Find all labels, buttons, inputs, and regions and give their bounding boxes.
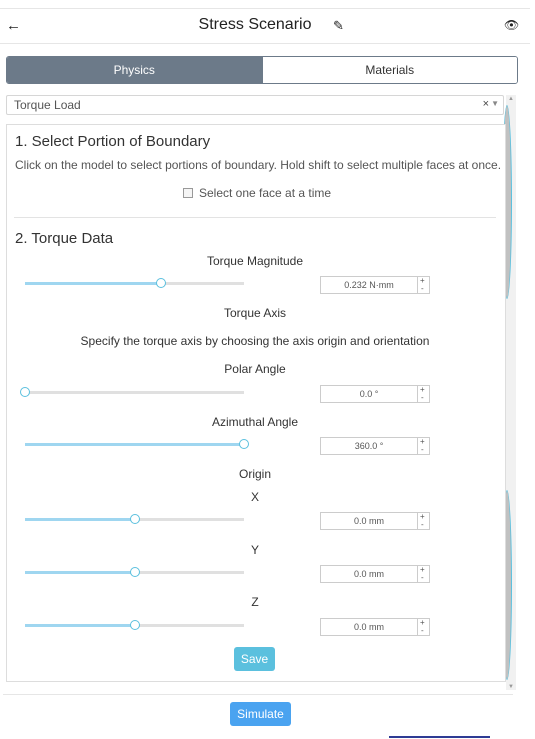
scrollbar[interactable]	[506, 95, 516, 690]
polar-angle-label: Polar Angle	[224, 362, 286, 376]
section-1-title: 1. Select Portion of Boundary	[15, 133, 211, 150]
origin-z-slider[interactable]	[25, 624, 244, 627]
load-type-select[interactable]	[6, 95, 504, 115]
slider-handle[interactable]	[156, 278, 166, 288]
header-bar	[0, 8, 530, 44]
slider-handle[interactable]	[239, 439, 249, 449]
azimuthal-angle-input[interactable]: 360.0 °	[320, 437, 418, 455]
section-2-title: 2. Torque Data	[15, 230, 114, 247]
origin-x-input[interactable]: 0.0 mm	[320, 512, 418, 530]
save-button[interactable]: Save	[234, 647, 275, 671]
slider-fill	[25, 518, 135, 521]
origin-z-input[interactable]: 0.0 mm	[320, 618, 418, 636]
arrow-left-icon[interactable]: ←	[6, 17, 21, 34]
slider-fill	[25, 624, 135, 627]
simulate-button[interactable]: Simulate	[230, 702, 291, 726]
polar-angle-input[interactable]: 0.0 °	[320, 385, 418, 403]
origin-y-label: Y	[250, 543, 259, 557]
polar-angle-slider[interactable]	[25, 391, 244, 394]
page-title: Stress Scenario	[198, 16, 312, 33]
torque-magnitude-input[interactable]: 0.232 N·mm	[320, 276, 418, 294]
azimuthal-angle-label: Azimuthal Angle	[211, 415, 299, 429]
slider-fill	[25, 282, 161, 285]
tab-physics[interactable]: Physics	[7, 57, 262, 83]
slider-handle[interactable]	[20, 387, 30, 397]
load-type-value: Torque Load	[14, 98, 81, 112]
polar-angle-stepper[interactable]: + -	[417, 385, 430, 403]
torque-magnitude-slider[interactable]	[25, 282, 244, 285]
slider-handle[interactable]	[130, 620, 140, 630]
torque-magnitude-label: Torque Magnitude	[206, 254, 304, 268]
slider-fill	[25, 443, 244, 446]
select-one-face-checkbox[interactable]	[183, 188, 193, 198]
slider-fill	[25, 571, 135, 574]
origin-x-slider[interactable]	[25, 518, 244, 521]
origin-y-stepper[interactable]: + -	[417, 565, 430, 583]
origin-label: Origin	[238, 467, 271, 481]
pencil-icon[interactable]: ✎	[333, 18, 344, 33]
chevron-down-icon[interactable]: ▼	[491, 99, 499, 108]
select-one-face-label: Select one face at a time	[199, 186, 332, 200]
azimuthal-angle-slider[interactable]	[25, 443, 244, 446]
section-divider	[14, 217, 496, 218]
clear-icon[interactable]: ×	[482, 98, 489, 110]
slider-handle[interactable]	[130, 567, 140, 577]
tab-materials[interactable]: Materials	[262, 57, 518, 83]
tab-bar	[6, 56, 518, 84]
eye-icon[interactable]: 👁	[504, 18, 520, 32]
origin-y-input[interactable]: 0.0 mm	[320, 565, 418, 583]
origin-y-slider[interactable]	[25, 571, 244, 574]
scroll-up-icon[interactable]: ▲	[508, 96, 514, 102]
azimuthal-angle-stepper[interactable]: + -	[417, 437, 430, 455]
origin-x-label: X	[250, 490, 259, 504]
scroll-down-icon[interactable]: ▼	[508, 684, 514, 690]
torque-axis-label: Torque Axis	[223, 306, 287, 320]
origin-z-stepper[interactable]: + -	[417, 618, 430, 636]
origin-x-stepper[interactable]: + -	[417, 512, 430, 530]
slider-handle[interactable]	[130, 514, 140, 524]
section-1-description: Click on the model to select portions of boundary. Hold shift to select multiple faces at once.	[15, 158, 502, 172]
torque-axis-description: Specify the torque axis by choosing the axis origin and orientation	[80, 334, 430, 348]
origin-z-label: Z	[251, 595, 259, 609]
torque-magnitude-stepper[interactable]: + -	[417, 276, 430, 294]
